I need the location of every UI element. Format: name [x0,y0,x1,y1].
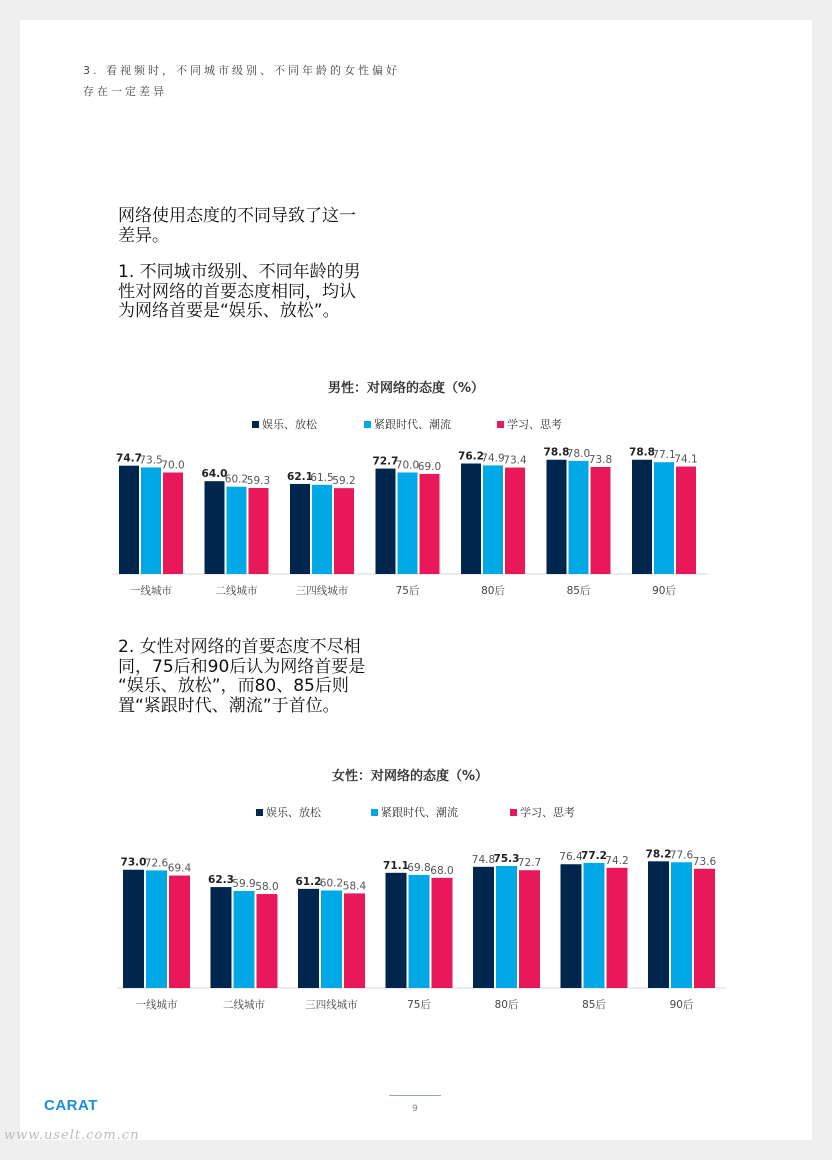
data-label: 59.3 [246,475,271,488]
bar [654,462,674,574]
data-label: 69.0 [417,460,442,473]
footer-divider [389,1095,441,1096]
category-label: 二线城市 [215,585,258,597]
bar [290,484,310,574]
data-label: 74.9 [481,452,505,465]
bar [141,467,161,574]
male-chart-svg [20,355,812,605]
data-label: 73.0 [120,856,147,869]
data-label: 78.8 [543,446,570,459]
bar [205,481,225,574]
bar [386,873,407,988]
bar [298,889,319,988]
chart-title: 女性：对网络的态度（%） [331,769,489,784]
bar [123,870,144,988]
category-label: 三四线城市 [295,585,349,597]
legend-swatch [497,421,504,428]
legend-label: 紧跟时代、潮流 [381,806,458,819]
report-page [20,20,812,1140]
bar [398,473,418,575]
bar [591,467,611,574]
point2-line2: 同，75后和90后认为网络首要是 [118,656,366,677]
data-label: 70.0 [395,459,420,472]
data-label: 78.2 [645,848,672,861]
page-number: 9 [412,1104,418,1114]
data-label: 73.4 [503,454,527,467]
bar [561,864,582,988]
carat-logo: CARAT [44,1097,98,1114]
data-label: 75.3 [493,853,520,866]
bar [473,867,494,988]
bar [257,894,278,988]
point2-paragraph [118,638,418,716]
data-label: 77.1 [652,449,676,462]
male-chart [20,355,812,605]
data-label: 72.6 [144,857,169,870]
bar [569,461,589,574]
data-label: 58.4 [342,880,367,893]
point2-line3: “娱乐、放松”，而80、85后则 [118,676,349,696]
legend-swatch [256,809,263,816]
category-label: 75后 [395,585,420,597]
legend-label: 娱乐、放松 [266,806,321,819]
category-label: 一线城市 [130,585,172,597]
data-label: 73.5 [139,454,163,467]
data-label: 59.2 [332,475,356,488]
data-label: 70.0 [161,459,185,472]
legend-label: 娱乐、放松 [262,418,317,431]
data-label: 59.9 [232,877,256,890]
bar [169,876,190,988]
data-label: 60.2 [224,473,249,486]
legend-swatch [364,421,371,428]
data-label: 68.0 [430,864,454,877]
point1-paragraph [118,263,418,322]
bar [321,890,342,988]
chart-title: 男性：对网络的态度（%） [327,381,485,396]
bar [648,861,669,988]
bar [584,863,605,988]
section-header-line2: 存在一定差异 [83,85,167,98]
female-chart-svg [20,742,812,1011]
bar [344,893,365,988]
category-label: 85后 [582,999,606,1011]
data-label: 69.8 [407,861,431,874]
bar [409,875,430,988]
data-label: 60.2 [319,877,344,890]
bar [519,870,540,988]
bar [163,473,183,575]
data-label: 78.8 [629,446,655,459]
data-label: 69.4 [167,862,192,875]
data-label: 74.8 [471,853,496,866]
data-label: 72.7 [517,857,542,870]
data-label: 61.2 [295,875,322,888]
data-label: 72.7 [372,455,399,468]
bar [420,474,440,574]
data-label: 74.2 [605,854,629,867]
bar [119,466,139,574]
data-label: 76.4 [559,851,583,864]
point1-line2: 性对网络的首要态度相同，均认 [118,281,356,302]
legend-swatch [510,809,517,816]
bar [547,460,567,574]
bar [461,464,481,574]
legend-label: 学习、思考 [520,806,575,819]
bar [376,469,396,574]
data-label: 64.0 [201,468,228,481]
point2-line1: 2. 女性对网络的首要态度不尽相 [118,637,361,657]
section-header [83,60,443,102]
point1-line3: 为网络首要是“娱乐、放松”。 [118,301,340,321]
data-label: 73.8 [588,453,613,466]
bar [234,891,255,988]
data-label: 62.1 [287,470,313,483]
data-label: 74.1 [674,453,698,466]
bar [211,887,232,988]
data-label: 58.0 [255,881,279,894]
section-header-line1: 3. 看视频时，不同城市级别、不同年龄的女性偏好 [83,64,400,77]
legend-swatch [252,421,259,428]
bar [432,878,453,988]
bar [249,488,269,574]
data-label: 74.7 [116,452,142,465]
category-label: 一线城市 [135,999,178,1011]
female-chart [20,742,812,1011]
data-label: 78.0 [566,447,591,460]
data-label: 62.3 [208,874,234,887]
category-label: 85后 [566,585,591,597]
bar [483,465,503,574]
bar [505,468,525,574]
category-label: 80后 [494,999,519,1011]
watermark: www.uselt.com.cn [4,1128,140,1143]
intro-paragraph [118,207,418,246]
intro-line2: 差异。 [118,225,169,246]
bar [607,868,628,988]
bar [632,460,652,574]
legend-label: 学习、思考 [507,418,562,431]
point1-line1: 1. 不同城市级别、不同年龄的男 [118,262,361,282]
category-label: 二线城市 [223,999,265,1011]
data-label: 77.2 [581,849,607,862]
data-label: 71.1 [383,859,409,872]
bar [671,862,692,988]
bar [312,485,332,574]
category-label: 90后 [652,585,676,597]
bar [694,869,715,988]
category-label: 三四线城市 [305,999,358,1011]
data-label: 73.6 [692,855,717,868]
legend-label: 紧跟时代、潮流 [374,418,451,431]
intro-line1: 网络使用态度的不同导致了这一 [118,206,356,226]
data-label: 61.5 [310,471,334,484]
bar [496,866,517,988]
category-label: 90后 [669,999,694,1011]
category-label: 80后 [481,585,505,597]
category-label: 75后 [407,999,431,1011]
bar [334,488,354,574]
bar [146,870,167,988]
bar [227,487,247,574]
data-label: 77.6 [669,849,694,862]
data-label: 76.2 [458,450,484,463]
point2-line4: 置“紧跟时代、潮流”于首位。 [118,695,340,716]
legend-swatch [371,809,378,816]
bar [676,467,696,574]
